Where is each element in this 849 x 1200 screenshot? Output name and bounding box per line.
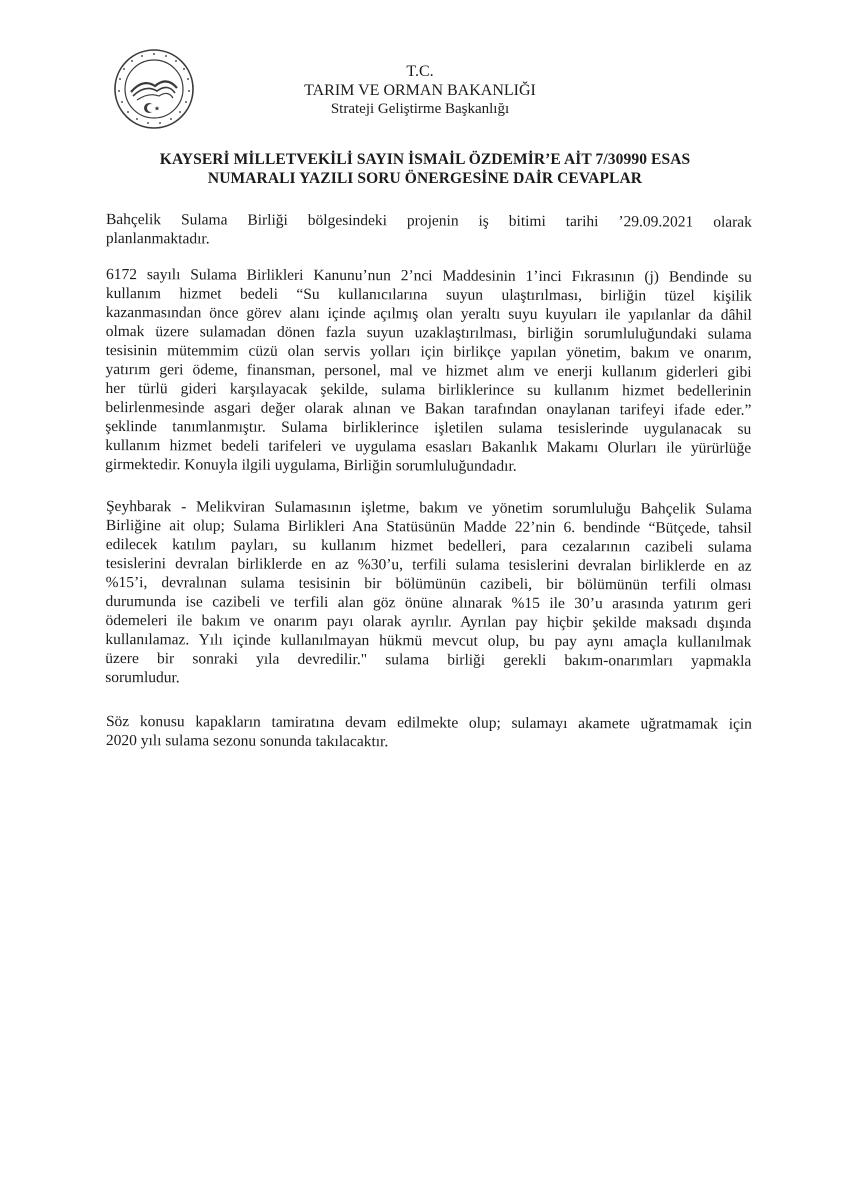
letterhead-country: T.C. <box>406 63 434 80</box>
paragraph-line: tesislerini devralan birliklerde en az %30’u, terfili sulama tesislerini devralan birliklerde en az <box>105 554 752 575</box>
paragraph-line: Söz konusu kapakların tamiratına devam edilmekte olup; sulamayı akamete uğratmamak için <box>105 713 752 733</box>
paragraph-line: kazanmasından önce görev alanı içinde açılmış olan yeraltı suyu kuyuları ile yapılanlar da dâhil <box>105 303 752 324</box>
paragraph-line: Birliğine ait olup; Sulama Birlikleri Ana Statüsünün Madde 22’nin 6. bendinde “Bütçede, tahsil <box>105 516 752 537</box>
paragraph-line: kullanılamaz. Yılı içinde kullanılmayan hükmü mevcut olup, bu pay aynı amaçla kullanılmak <box>105 630 752 651</box>
paragraph-line: Bahçelik Sulama Birliği bölgesindeki projenin iş bitimi tarihi ’29.09.2021 olarak <box>105 210 752 231</box>
ministry-seal-logo <box>113 48 195 130</box>
paragraph-line: belirlenmesinde asgari değer olarak alınan ve Bakan tarafından onaylanan tarifeyi ifade eder.” <box>105 398 752 419</box>
paragraph-line: olmak üzere sulamadan dönen fazla suyun uzaklaştırılması, birliğin sorumluluğundaki sulama <box>105 322 752 343</box>
paragraph-3 <box>105 497 752 690</box>
paragraph-2 <box>105 265 752 477</box>
paragraph-line: %15’i, devralınan sulama tesisinin bir bölümünün cazibeli, bir bölümünün terfili olması <box>105 573 752 594</box>
paragraph-line: şeklinde tanımlanmıştır. Sulama birliklerince işletilen sulama tesislerinde uygulanacak su <box>105 417 752 438</box>
letterhead-ministry: TARIM VE ORMAN BAKANLIĞI <box>304 82 536 99</box>
paragraph-line: edilecek katılım payları, su kullanım hizmet bedelleri, para cezalarının cazibeli sulama <box>105 535 752 556</box>
paragraph-line: girmektedir. Konuyla ilgili uygulama, Birliğin sorumluluğundadır. <box>105 455 517 475</box>
paragraph-line: üzere bir sonraki yıla devredilir." sulama birliği gerekli bakım-onarımları yapmakla <box>105 649 752 670</box>
paragraph-1 <box>106 210 752 251</box>
paragraph-line: durumunda ise cazibeli ve terfili alan göz önüne alınarak %15 ile 30’u arasında yatırım geri <box>105 592 752 613</box>
subject-line-1: KAYSERİ MİLLETVEKİLİ SAYIN İSMAİL ÖZDEMİR’E AİT 7/30990 ESAS <box>159 151 691 168</box>
paragraph-line: kullanım hizmet bedeli “Su kullanıcılarına suyun ulaştırılması, birliğin tüzel kişilik <box>105 284 752 305</box>
letterhead <box>270 62 570 119</box>
letterhead-department: Strateji Geliştirme Başkanlığı <box>330 101 510 117</box>
paragraph-line: kullanım hizmet bedeli tarifeleri ve uygulama esasları Bakanlık Makamı Olurları ile yürürlüğe <box>105 436 752 457</box>
document-subject <box>105 150 745 188</box>
paragraph-line: 6172 sayılı Sulama Birlikleri Kanunu’nun 2’nci Maddesinin 1’inci Fıkrasının (j) Bendinde su <box>105 266 752 286</box>
paragraph-line: her türlü gideri karşılayacak şekilde, sulama birliklerince su kullanım hizmet bedellerinin <box>105 379 752 400</box>
subject-line-2: NUMARALI YAZILI SORU ÖNERGESİNE DAİR CEVAPLAR <box>207 170 643 187</box>
paragraph-line: 2020 yılı sulama sezonu sonunda takılacaktır. <box>105 731 389 751</box>
paragraph-line: ödemeleri ile bakım ve onarım payı olarak ayrılır. Ayrılan pay hiçbir şekilde maksadı dışında <box>105 611 752 632</box>
paragraph-line: sorumludur. <box>105 668 180 687</box>
paragraph-line: yatırım geri ödeme, finansman, personel, mal ve hizmet alım ve enerji kullanım giderleri gibi <box>105 360 752 381</box>
paragraph-4 <box>106 712 752 753</box>
paragraph-line: tesisinin mütemmim cüzü olan servis yolları için birlikçe yapılan yönetim, bakım ve onarım, <box>105 341 752 362</box>
paragraph-line: Şeyhbarak - Melikviran Sulamasının işletme, bakım ve yönetim sorumluluğu Bahçelik Sulama <box>105 498 752 518</box>
paragraph-line: planlanmaktadır. <box>105 229 210 248</box>
